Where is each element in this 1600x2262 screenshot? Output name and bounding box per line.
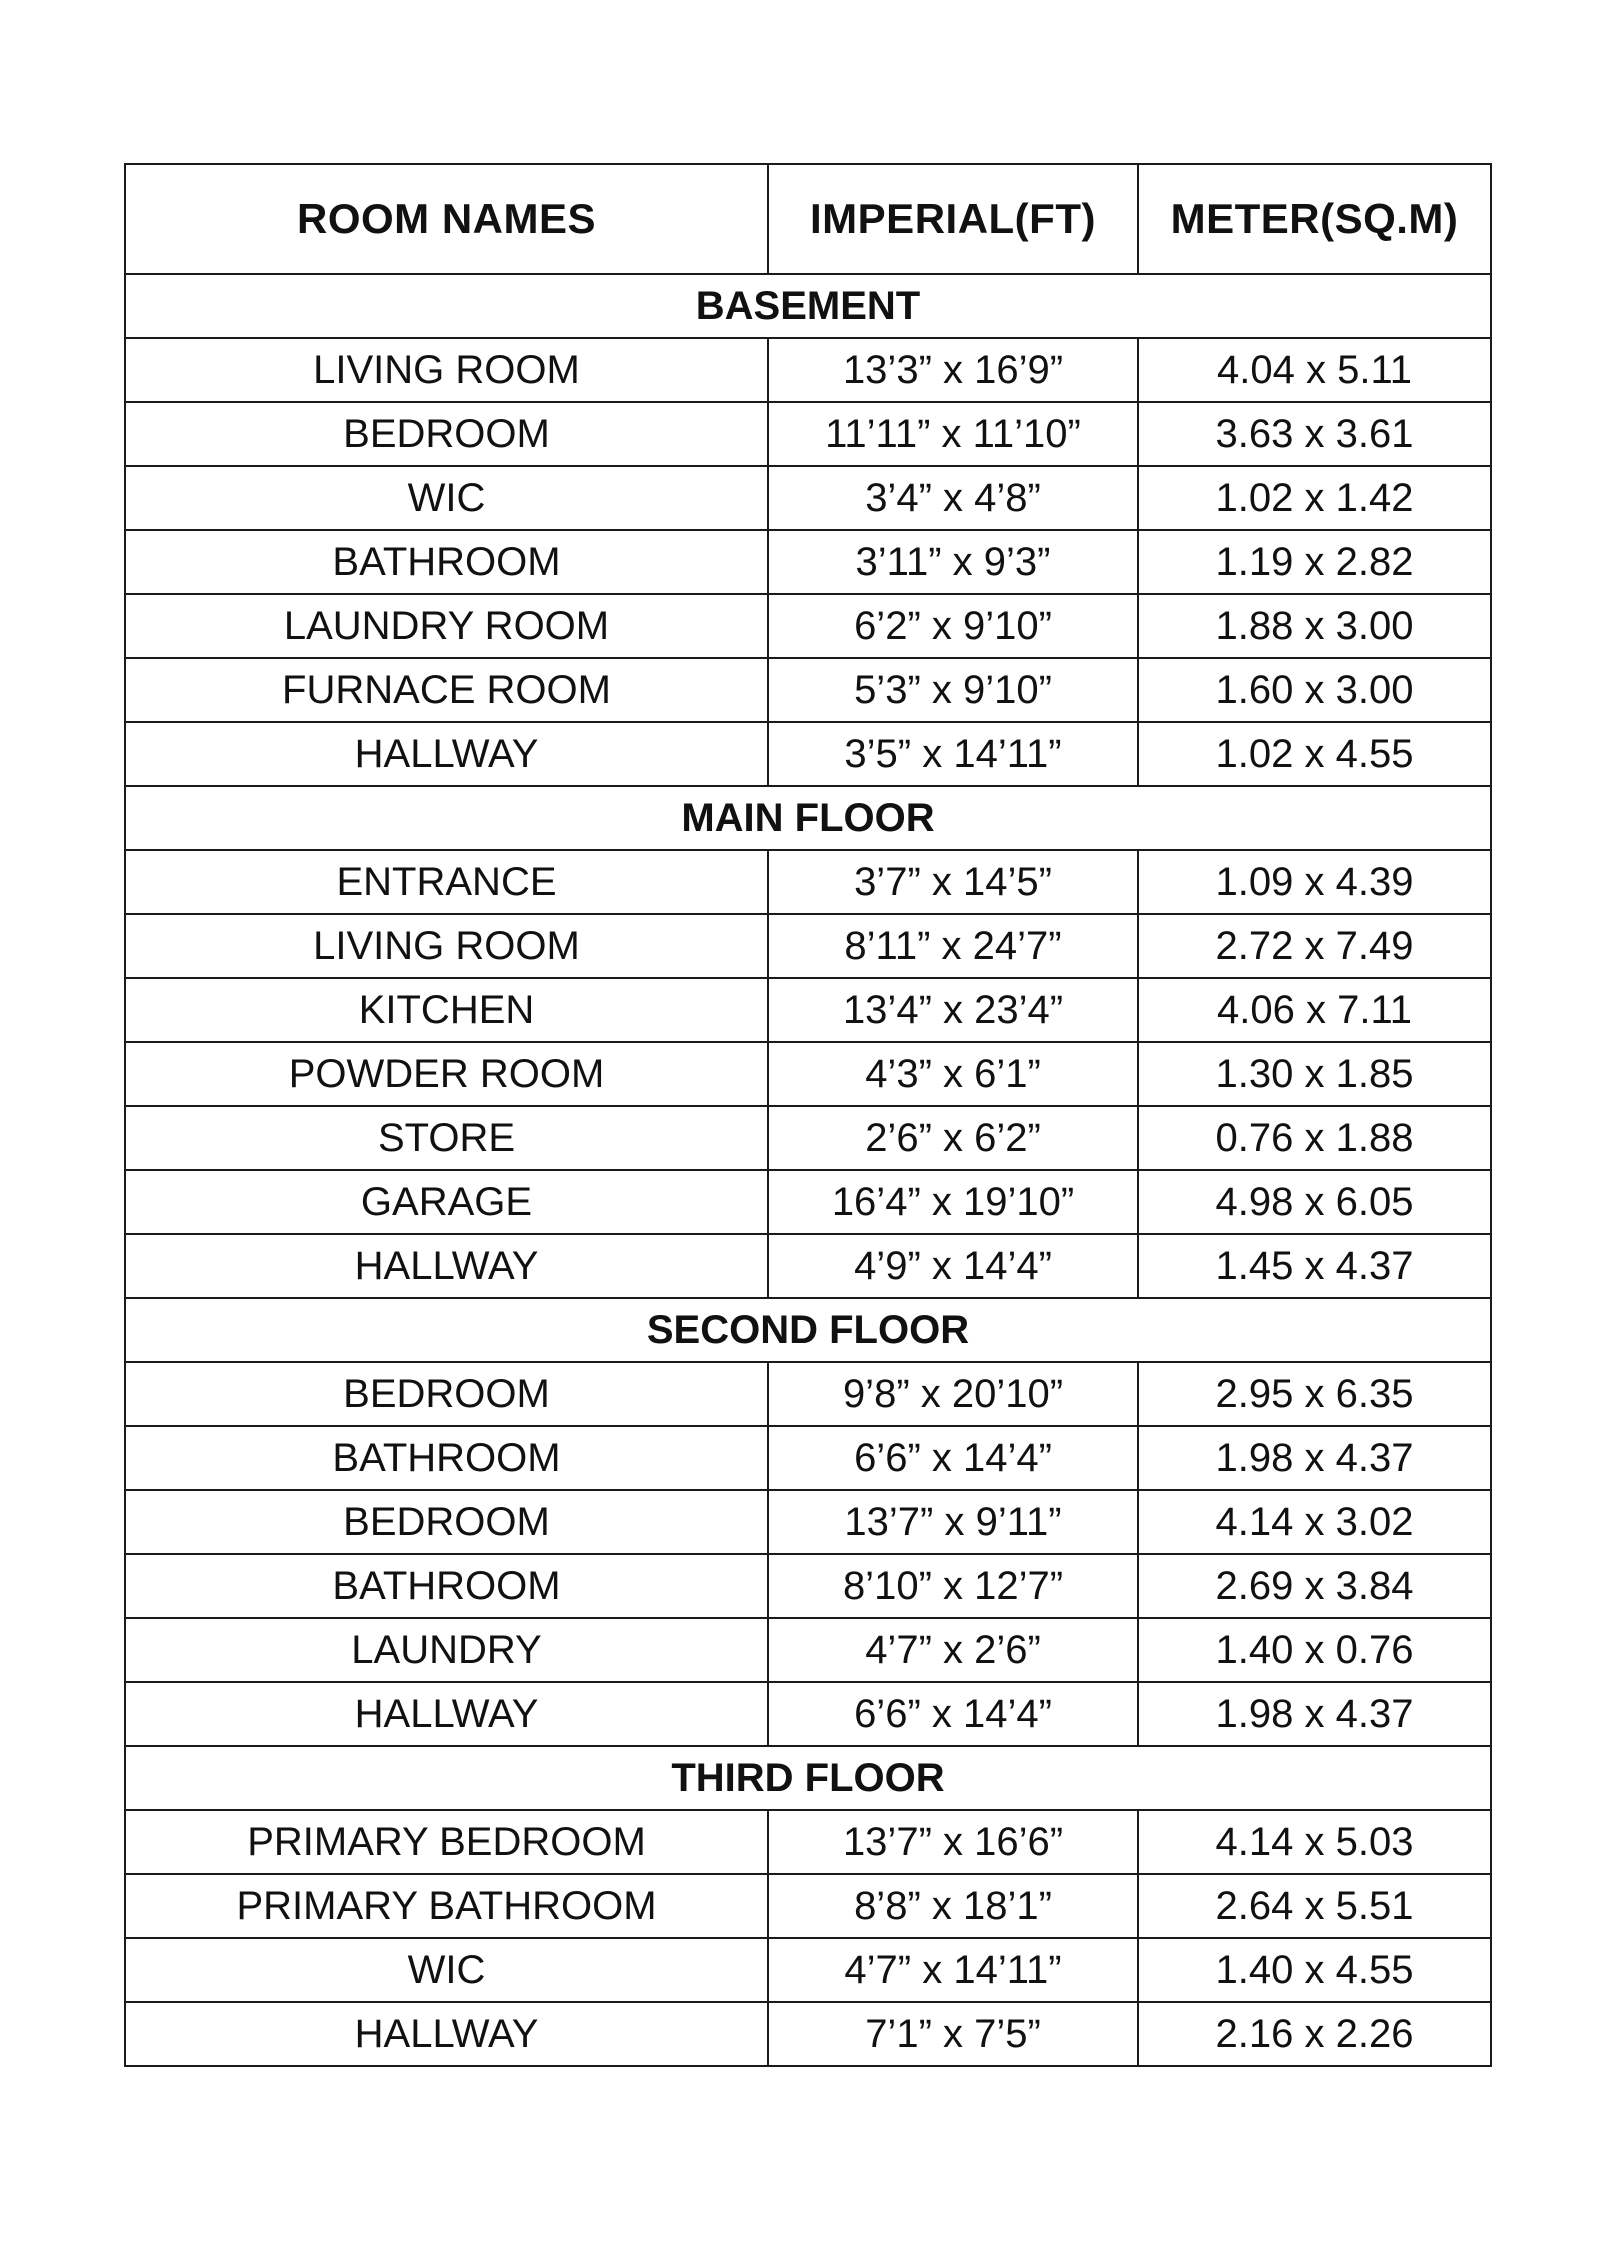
imperial-cell: 11’11” x 11’10” [768, 402, 1138, 466]
meter-cell: 1.02 x 1.42 [1138, 466, 1491, 530]
table-row [125, 850, 1491, 914]
header-meter: METER(SQ.M) [1138, 164, 1491, 274]
meter-cell: 1.02 x 4.55 [1138, 722, 1491, 786]
imperial-cell: 13’3” x 16’9” [768, 338, 1138, 402]
room-name-cell: PRIMARY BATHROOM [125, 1874, 768, 1938]
imperial-cell: 3’7” x 14’5” [768, 850, 1138, 914]
section-title: SECOND FLOOR [125, 1298, 1491, 1362]
room-name-cell: GARAGE [125, 1170, 768, 1234]
table-row [125, 1810, 1491, 1874]
table-row [125, 2002, 1491, 2066]
table-row [125, 658, 1491, 722]
table-row [125, 466, 1491, 530]
table-row [125, 1362, 1491, 1426]
meter-cell: 2.95 x 6.35 [1138, 1362, 1491, 1426]
room-name-cell: BATHROOM [125, 1426, 768, 1490]
imperial-cell: 8’11” x 24’7” [768, 914, 1138, 978]
table-row [125, 1618, 1491, 1682]
room-dimensions-sheet [124, 163, 1490, 2067]
section-header-row [125, 786, 1491, 850]
table-row [125, 1106, 1491, 1170]
room-name-cell: LAUNDRY [125, 1618, 768, 1682]
meter-cell: 1.19 x 2.82 [1138, 530, 1491, 594]
room-name-cell: HALLWAY [125, 1234, 768, 1298]
section-title: MAIN FLOOR [125, 786, 1491, 850]
meter-cell: 4.98 x 6.05 [1138, 1170, 1491, 1234]
meter-cell: 1.40 x 0.76 [1138, 1618, 1491, 1682]
meter-cell: 4.14 x 3.02 [1138, 1490, 1491, 1554]
imperial-cell: 6’2” x 9’10” [768, 594, 1138, 658]
room-name-cell: LIVING ROOM [125, 338, 768, 402]
room-name-cell: HALLWAY [125, 1682, 768, 1746]
imperial-cell: 7’1” x 7’5” [768, 2002, 1138, 2066]
table-row [125, 594, 1491, 658]
section-header-row [125, 274, 1491, 338]
meter-cell: 2.72 x 7.49 [1138, 914, 1491, 978]
section-title: BASEMENT [125, 274, 1491, 338]
meter-cell: 4.06 x 7.11 [1138, 978, 1491, 1042]
room-name-cell: BEDROOM [125, 1490, 768, 1554]
imperial-cell: 3’4” x 4’8” [768, 466, 1138, 530]
imperial-cell: 4’7” x 2’6” [768, 1618, 1138, 1682]
imperial-cell: 6’6” x 14’4” [768, 1426, 1138, 1490]
imperial-cell: 8’8” x 18’1” [768, 1874, 1138, 1938]
meter-cell: 1.60 x 3.00 [1138, 658, 1491, 722]
imperial-cell: 13’7” x 16’6” [768, 1810, 1138, 1874]
table-row [125, 530, 1491, 594]
table-row [125, 914, 1491, 978]
table-row [125, 1170, 1491, 1234]
section-title: THIRD FLOOR [125, 1746, 1491, 1810]
imperial-cell: 13’7” x 9’11” [768, 1490, 1138, 1554]
room-name-cell: HALLWAY [125, 2002, 768, 2066]
room-name-cell: WIC [125, 466, 768, 530]
room-name-cell: WIC [125, 1938, 768, 2002]
table-row [125, 1042, 1491, 1106]
room-name-cell: KITCHEN [125, 978, 768, 1042]
meter-cell: 2.16 x 2.26 [1138, 2002, 1491, 2066]
room-name-cell: POWDER ROOM [125, 1042, 768, 1106]
room-name-cell: BATHROOM [125, 1554, 768, 1618]
imperial-cell: 2’6” x 6’2” [768, 1106, 1138, 1170]
room-name-cell: BEDROOM [125, 1362, 768, 1426]
table-row [125, 722, 1491, 786]
table-row [125, 402, 1491, 466]
table-row [125, 1554, 1491, 1618]
meter-cell: 1.09 x 4.39 [1138, 850, 1491, 914]
table-row [125, 1938, 1491, 2002]
imperial-cell: 3’5” x 14’11” [768, 722, 1138, 786]
section-header-row [125, 1298, 1491, 1362]
meter-cell: 3.63 x 3.61 [1138, 402, 1491, 466]
imperial-cell: 4’7” x 14’11” [768, 1938, 1138, 2002]
room-dimensions-table [124, 163, 1492, 2067]
imperial-cell: 3’11” x 9’3” [768, 530, 1138, 594]
section-header-row [125, 1746, 1491, 1810]
meter-cell: 1.30 x 1.85 [1138, 1042, 1491, 1106]
table-row [125, 1490, 1491, 1554]
imperial-cell: 6’6” x 14’4” [768, 1682, 1138, 1746]
table-row [125, 1874, 1491, 1938]
meter-cell: 1.40 x 4.55 [1138, 1938, 1491, 2002]
room-name-cell: ENTRANCE [125, 850, 768, 914]
table-header-row [125, 164, 1491, 274]
imperial-cell: 16’4” x 19’10” [768, 1170, 1138, 1234]
table-row [125, 1682, 1491, 1746]
meter-cell: 1.45 x 4.37 [1138, 1234, 1491, 1298]
imperial-cell: 4’9” x 14’4” [768, 1234, 1138, 1298]
imperial-cell: 9’8” x 20’10” [768, 1362, 1138, 1426]
meter-cell: 1.98 x 4.37 [1138, 1682, 1491, 1746]
meter-cell: 0.76 x 1.88 [1138, 1106, 1491, 1170]
header-imperial: IMPERIAL(FT) [768, 164, 1138, 274]
room-name-cell: HALLWAY [125, 722, 768, 786]
meter-cell: 2.69 x 3.84 [1138, 1554, 1491, 1618]
table-row [125, 338, 1491, 402]
imperial-cell: 13’4” x 23’4” [768, 978, 1138, 1042]
table-row [125, 1426, 1491, 1490]
room-name-cell: LAUNDRY ROOM [125, 594, 768, 658]
meter-cell: 1.98 x 4.37 [1138, 1426, 1491, 1490]
imperial-cell: 8’10” x 12’7” [768, 1554, 1138, 1618]
room-name-cell: FURNACE ROOM [125, 658, 768, 722]
room-name-cell: PRIMARY BEDROOM [125, 1810, 768, 1874]
meter-cell: 2.64 x 5.51 [1138, 1874, 1491, 1938]
room-name-cell: BATHROOM [125, 530, 768, 594]
room-name-cell: BEDROOM [125, 402, 768, 466]
meter-cell: 1.88 x 3.00 [1138, 594, 1491, 658]
room-name-cell: STORE [125, 1106, 768, 1170]
room-name-cell: LIVING ROOM [125, 914, 768, 978]
header-room-names: ROOM NAMES [125, 164, 768, 274]
meter-cell: 4.14 x 5.03 [1138, 1810, 1491, 1874]
table-body [125, 274, 1491, 2066]
imperial-cell: 4’3” x 6’1” [768, 1042, 1138, 1106]
meter-cell: 4.04 x 5.11 [1138, 338, 1491, 402]
table-row [125, 1234, 1491, 1298]
imperial-cell: 5’3” x 9’10” [768, 658, 1138, 722]
table-row [125, 978, 1491, 1042]
